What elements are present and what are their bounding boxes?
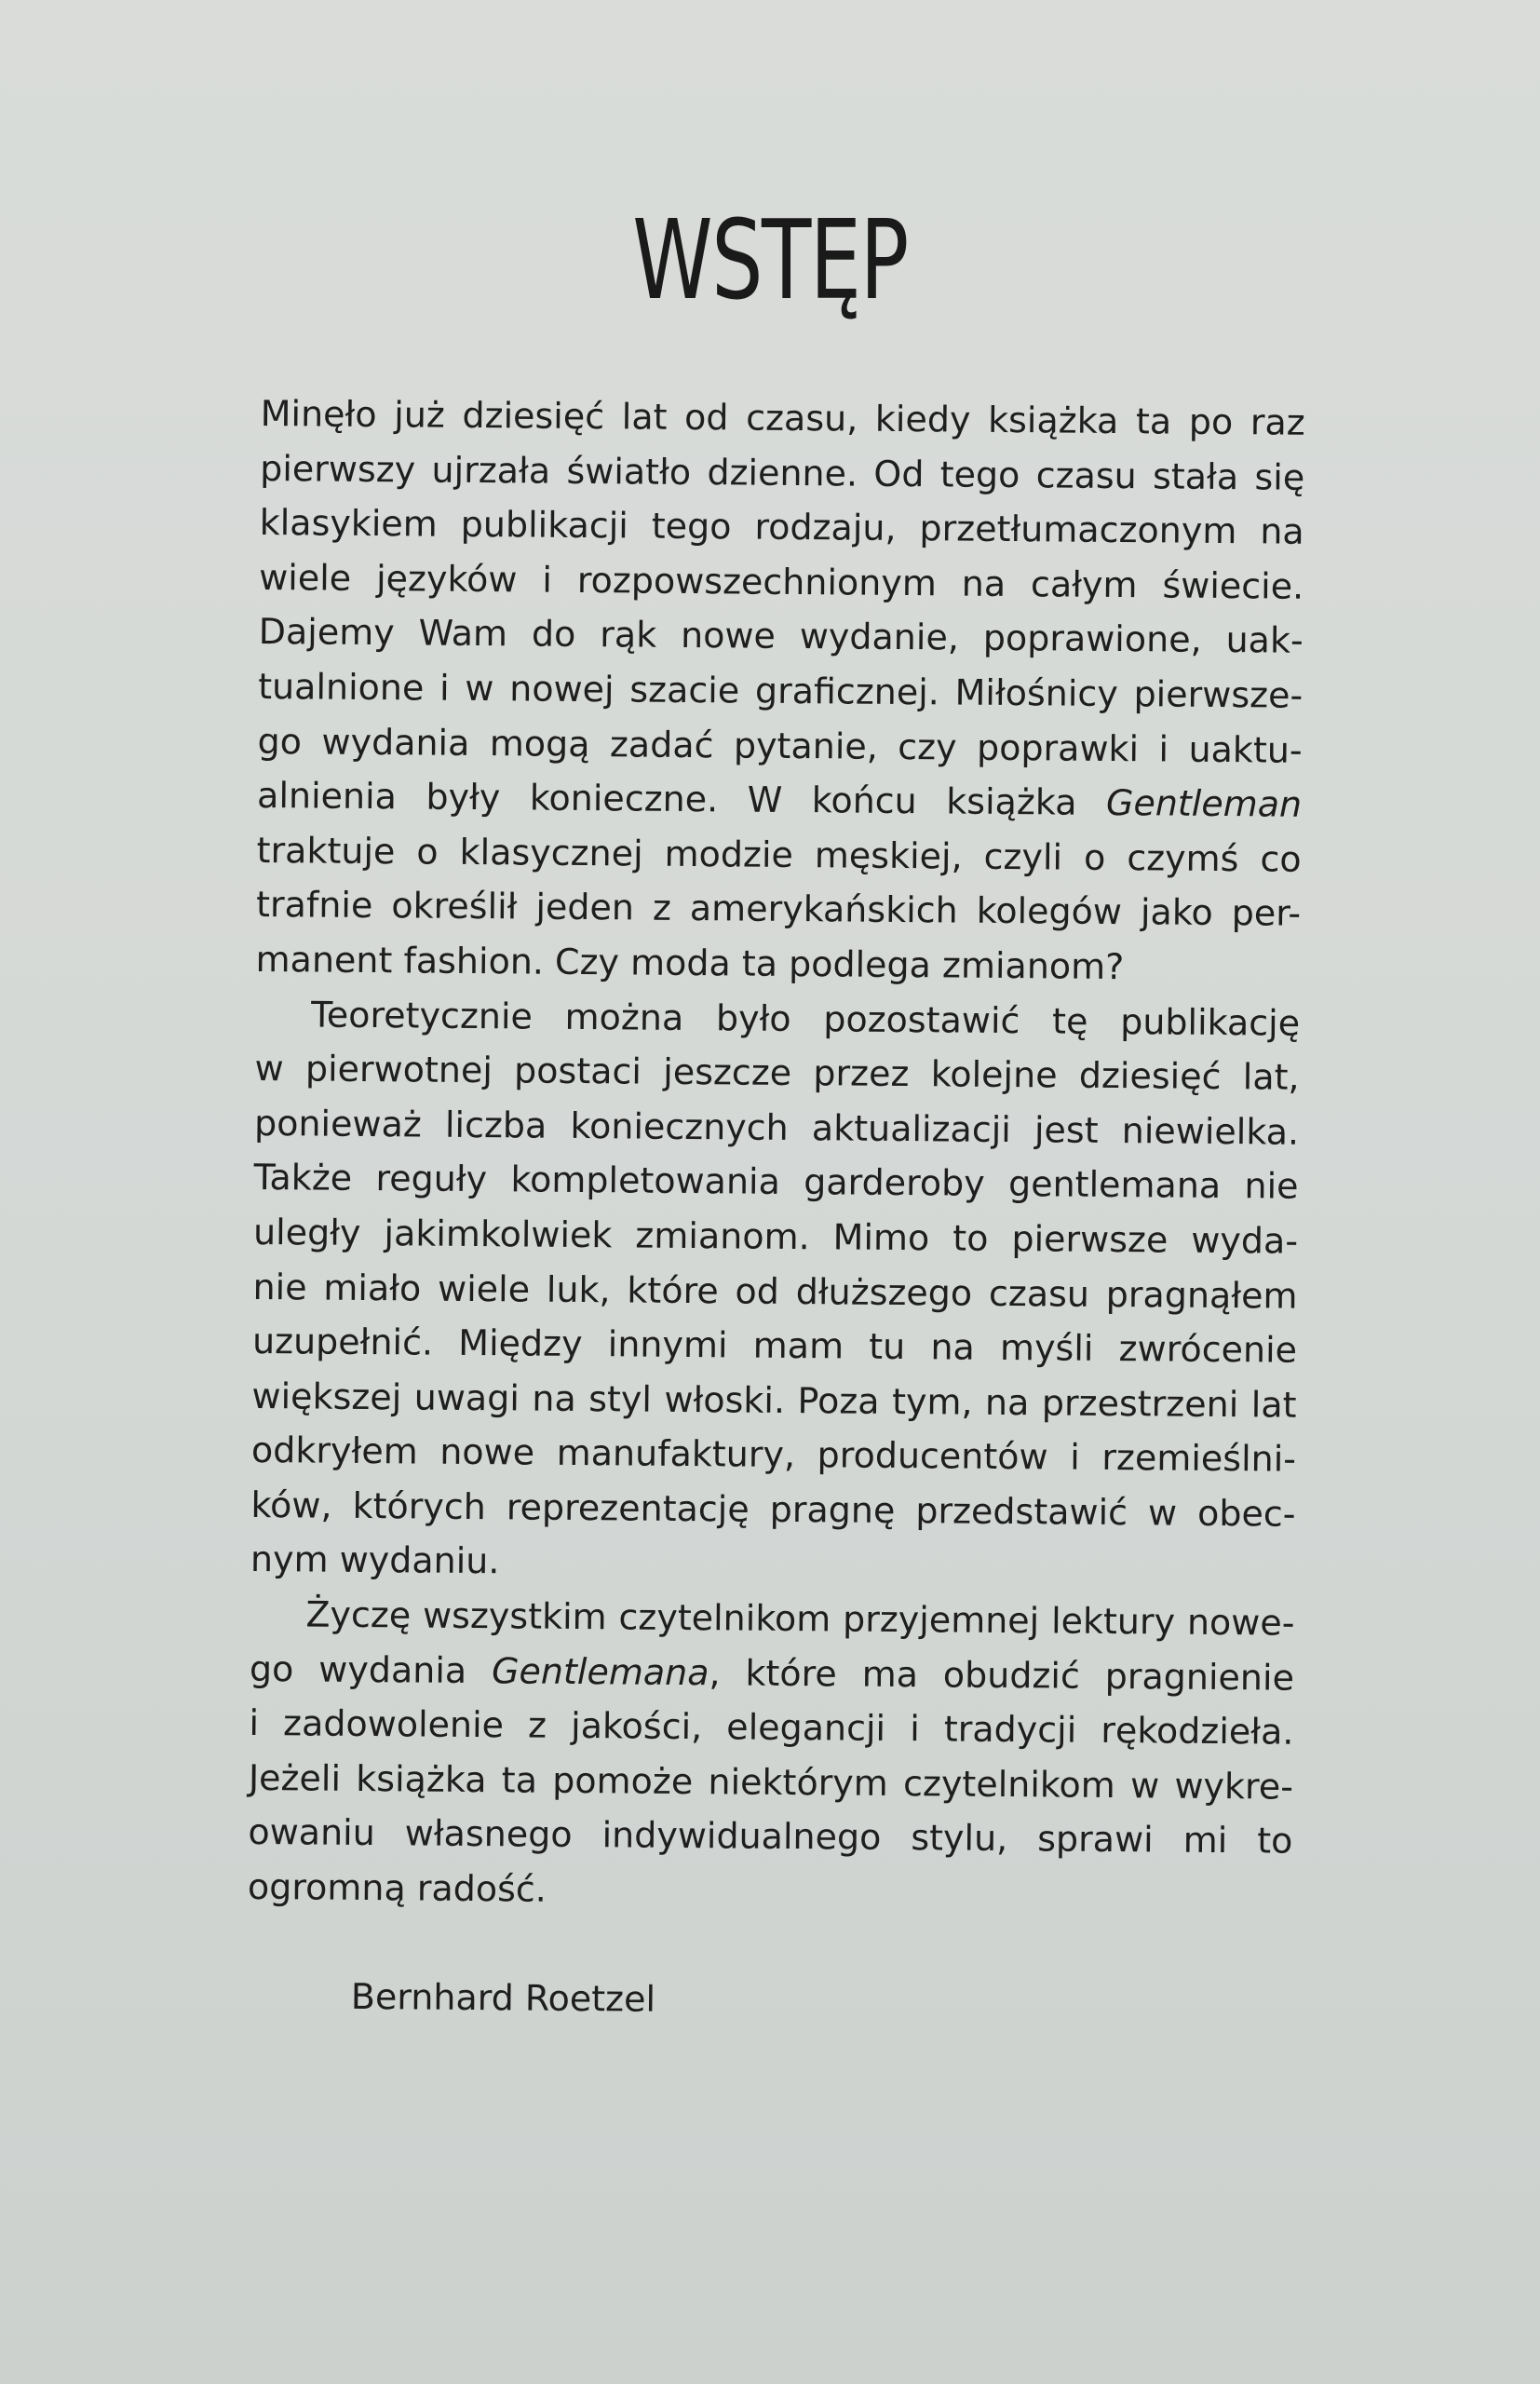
text-line: ogromną radość. xyxy=(247,1865,547,1910)
text-line: ponieważ liczba koniecznych aktualizacji jest niewielka. xyxy=(253,1102,1300,1153)
text-line: owaniu własnego indywidualnego stylu, sprawi mi to xyxy=(248,1811,1293,1862)
text-line: nym wydaniu. xyxy=(250,1538,500,1582)
text-line: manent fashion. Czy moda ta podlega zmianom? xyxy=(255,938,1125,988)
text-line: go wydania Gentlemana, które ma obudzić pragnienie xyxy=(249,1647,1295,1699)
text-line: ków, których reprezentację pragnę przedstawić w obec- xyxy=(250,1483,1296,1535)
text-line: Dajemy Wam do rąk nowe wydanie, poprawione, uak- xyxy=(258,611,1304,662)
text-line: traktuje o klasycznej modzie męskiej, czyli o czymś co xyxy=(256,829,1302,880)
text-line: i zadowolenie z jakości, elegancji i tradycji rękodzieła. xyxy=(249,1702,1294,1753)
text-line: nie miało wiele luk, które od dłuższego czasu pragnąłem xyxy=(252,1266,1298,1317)
text-line: klasykiem publikacji tego rodzaju, przetłumaczonym na xyxy=(259,502,1304,552)
text-line: tualnione i w nowej szacie graficznej. Miłośnicy pierwsze- xyxy=(257,665,1304,716)
author-signature: Bernhard Roetzel xyxy=(350,1975,656,2020)
text-line: uległy jakimkolwiek zmianom. Mimo to pierwsze wyda- xyxy=(252,1211,1299,1262)
text-line: odkryłem nowe manufaktury, producentów i rzemieślni- xyxy=(250,1429,1297,1481)
book-title-italic: Gentleman xyxy=(1105,782,1303,825)
paragraph-3 xyxy=(248,1587,1295,1923)
paragraph-1 xyxy=(255,386,1305,996)
text-line: Także reguły kompletowania garderoby gentlemana nie xyxy=(253,1157,1299,1208)
text-line: Teoretycznie można było pozostawić tę publikację xyxy=(310,994,1301,1044)
text-line: w pierwotnej postaci jeszcze przez kolejne dziesięć lat, xyxy=(254,1048,1300,1098)
page-title: WSTĘP xyxy=(632,196,908,324)
book-title-italic: Gentlemana xyxy=(491,1649,709,1693)
text-line: trafnie określił jeden z amerykańskich kolegów jako per- xyxy=(255,884,1302,935)
body-text xyxy=(247,386,1305,2032)
text-line: Jeżeli książka ta pomoże niektórym czytelnikom w wykre- xyxy=(248,1756,1294,1808)
text-line: uzupełnić. Między innymi mam tu na myśli zwrócenie xyxy=(251,1321,1298,1371)
text-line: wiele języków i rozpowszechnionym na całym świecie. xyxy=(259,556,1304,607)
text-line: go wydania mogą zadać pytanie, czy poprawki i uaktu- xyxy=(257,720,1303,771)
text-line: pierwszy ujrzała światło dzienne. Od tego czasu stała się xyxy=(260,447,1305,498)
text-line: Minęło już dziesięć lat od czasu, kiedy książka ta po raz xyxy=(260,392,1305,443)
text-line: większej uwagi na styl włoski. Poza tym, na przestrzeni lat xyxy=(251,1375,1297,1426)
text-line: Życzę wszystkim czytelnikom przyjemnej lektury nowe- xyxy=(305,1593,1295,1644)
paragraph-2 xyxy=(250,987,1301,1596)
text-line: alnienia były konieczne. W końcu książka Gentleman xyxy=(256,775,1303,825)
